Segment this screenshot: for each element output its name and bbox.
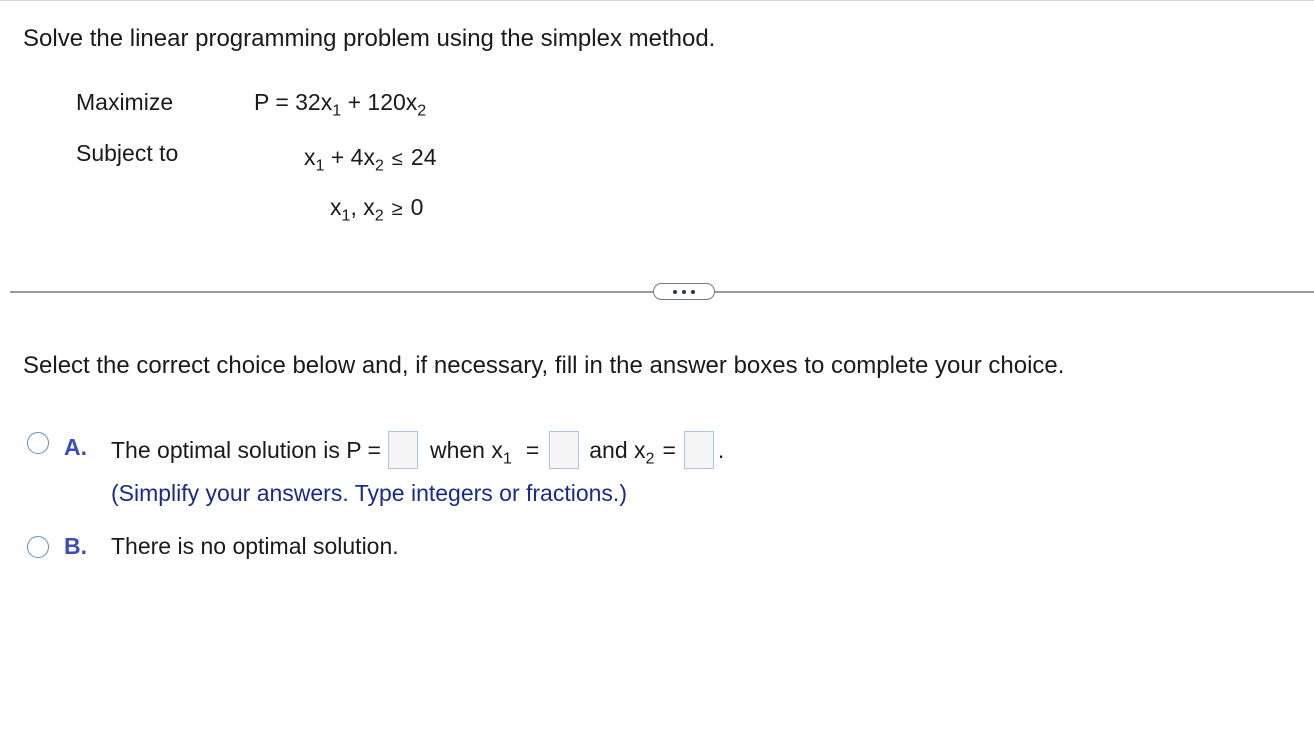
choice-b-letter: B. [64,533,87,559]
constraint-2 [330,193,423,223]
choice-a-statement [111,430,724,470]
objective-sub1: 1 [332,101,342,120]
subject-to-label: Subject to [76,140,179,166]
choice-a-and-sub: 2 [645,449,655,468]
choice-a-when-label: when x [429,437,503,463]
constraint-1-sub1: 1 [315,156,325,175]
choice-b-radio[interactable] [27,536,49,558]
constraint-2-sub1: 1 [341,206,351,225]
constraint-1-var1: x [304,144,316,170]
choice-a-letter: A. [64,434,87,460]
choice-a-radio[interactable] [27,432,49,454]
choice-a-text-and [589,436,655,468]
constraint-2-sub2: 2 [374,206,384,225]
answer-box-x2[interactable] [684,431,714,469]
constraint-2-var1: x [330,194,342,220]
constraint-1-var2: + 4x [324,144,375,170]
question-title: Solve the linear programming problem using the simplex method. [23,25,716,52]
constraint-1 [304,143,437,173]
constraint-2-rhs: 0 [410,194,424,220]
objective-function [254,88,427,120]
constraint-1-sub2: 2 [374,156,384,175]
constraint-2-var2: , x [350,194,375,220]
choice-a-text-when [429,436,512,468]
choice-a-eq1: = [525,437,540,463]
choice-a-end: . [717,437,725,463]
answer-box-x1[interactable] [549,431,579,469]
constraint-1-rhs: 24 [410,144,437,170]
objective-sub2: 2 [417,101,427,120]
choice-b-text: There is no optimal solution. [111,533,399,559]
ellipsis-icon [673,290,677,294]
ellipsis-icon [682,290,686,294]
choice-a-eq2: = [662,437,676,463]
objective-mid: + 120x [341,89,418,115]
constraint-2-relation: ≥ [391,198,403,220]
instruction-text: Select the correct choice below and, if necessary, fill in the answer boxes to complete your choice. [23,352,1065,379]
choice-a-hint: (Simplify your answers. Type integers or fractions.) [111,480,627,506]
expand-more-button[interactable] [653,283,715,300]
choice-a-text-p: The optimal solution is P = [111,437,381,463]
ellipsis-icon [691,290,695,294]
maximize-label: Maximize [76,89,174,115]
objective-lhs: P = 32x [254,89,333,115]
constraint-1-relation: ≤ [391,148,403,170]
choice-a-when-sub: 1 [502,449,512,468]
answer-box-p[interactable] [388,431,418,469]
problem-statement [0,0,1314,260]
choice-a-and-label: and x [589,437,646,463]
